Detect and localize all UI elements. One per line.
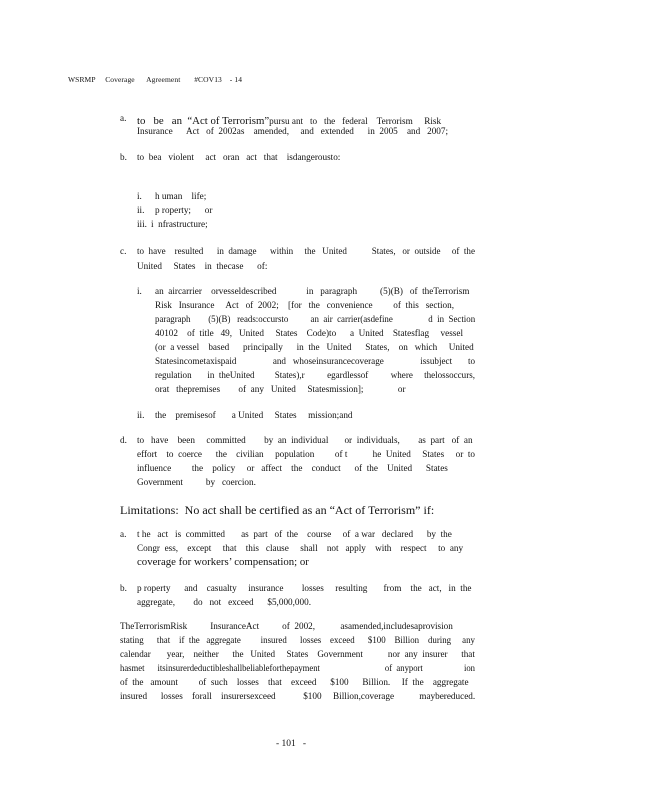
- item-c-sub-ii-text: the premisesof a United States mission;and: [155, 410, 353, 420]
- item-b-sub-iii-marker: iii.: [137, 219, 147, 229]
- closing-line: of the amount of such losses that exceed $100 Billion. If the aggregate: [120, 677, 469, 687]
- item-c-line1: to have resulted in damage within the United States, or outside of the: [137, 246, 475, 256]
- closing-line: hasmet itsinsurerdeductibleshallbeliableforthepayment of anyport ion: [120, 663, 476, 673]
- limit-a-line1: t he act is committed as part of the course of a war declared by the: [137, 529, 452, 539]
- closing-line: stating that if the aggregate insured losses exceed $100 Billion during any: [120, 635, 475, 645]
- limit-b-marker: b.: [120, 583, 127, 593]
- item-d-line: to have been committed by an individual or individuals, as part of an: [137, 435, 473, 445]
- limit-a-line2: Congr ess, except that this clause shall not apply with respect to any: [137, 543, 464, 553]
- item-b-sub-ii-text: p roperty; or: [155, 205, 213, 215]
- item-c-sub-ii-marker: ii.: [137, 410, 145, 420]
- item-b-sub-iii-text: i nfrastructure;: [151, 219, 208, 229]
- limit-b-line1: p roperty and casualty insurance losses resulting from the act, in the: [137, 583, 472, 593]
- item-c-sub-i-marker: i.: [137, 286, 142, 296]
- item-b-sub-i-text: h uman life;: [155, 191, 207, 201]
- limit-b-line2: aggregate, do not exceed $5,000,000.: [137, 597, 312, 607]
- item-b-sub-ii-marker: ii.: [137, 205, 145, 215]
- item-a-marker: a.: [120, 113, 127, 123]
- limitations-heading: Limitations: No act shall be certified as an “Act of Terrorism” if:: [120, 503, 435, 517]
- item-c-sub-i-line: orat thepremises of any United Statesmission]; or: [155, 384, 406, 394]
- item-c-sub-i-line: Risk Insurance Act of 2002; [for the convenience of this section,: [155, 300, 455, 310]
- item-b-line1: to bea violent act oran act that isdangerousto:: [137, 152, 341, 162]
- item-c-sub-i-line: Statesincometaxispaid and whoseinsurancecoverage issubject to: [155, 356, 476, 366]
- closing-line: insured losses forall insurersexceed $100 Billion,coverage maybereduced.: [120, 691, 476, 701]
- item-c-marker: c.: [120, 246, 127, 256]
- item-d-marker: d.: [120, 435, 127, 445]
- document-header: WSRMP Coverage Agreement #COV13 - 14: [68, 75, 243, 84]
- closing-line: calendar year, neither the United States Government nor any insurer that: [120, 649, 475, 659]
- item-c-sub-i-line: an aircarrier orvesseldescribed in paragraph (5)(B) of theTerrorism: [155, 286, 470, 296]
- item-c-sub-i-line: regulation in theUnited States),r egardlessof where thelossoccurs,: [155, 370, 475, 380]
- page-number: - 101 -: [276, 739, 307, 749]
- item-b-marker: b.: [120, 152, 127, 162]
- item-c-sub-i-line: 40102 of title 49, United States Code)to a United Statesflag vessel: [155, 328, 463, 338]
- item-a-line2: Insurance Act of 2002as amended, and extended in 2005 and 2007;: [137, 126, 449, 136]
- item-b-sub-i-marker: i.: [137, 191, 142, 201]
- item-a-line1-rest: pursu ant to the federal Terrorism Risk: [269, 116, 442, 126]
- closing-line: TheTerrorismRisk InsuranceAct of 2002, asamended,includesaprovision: [120, 621, 453, 631]
- item-d-line: influence the policy or affect the conduct of the United States: [137, 463, 448, 473]
- limit-a-marker: a.: [120, 529, 127, 539]
- item-d-line: Government by coercion.: [137, 477, 256, 487]
- item-d-line: effort to coerce the civilian population of t he United States or to: [137, 449, 476, 459]
- item-c-sub-i-line: paragraph (5)(B) reads:occursto an air carrier(asdefine d in Section: [155, 314, 476, 324]
- limit-a-line3: coverage for workers’ compensation; or: [137, 556, 309, 568]
- act-of-terrorism-phrase: to be an “Act of Terrorism”: [137, 115, 270, 127]
- item-c-line2: United States in thecase of:: [137, 261, 268, 271]
- item-c-sub-i-line: (or a vessel based principally in the United States, on which United: [155, 342, 474, 352]
